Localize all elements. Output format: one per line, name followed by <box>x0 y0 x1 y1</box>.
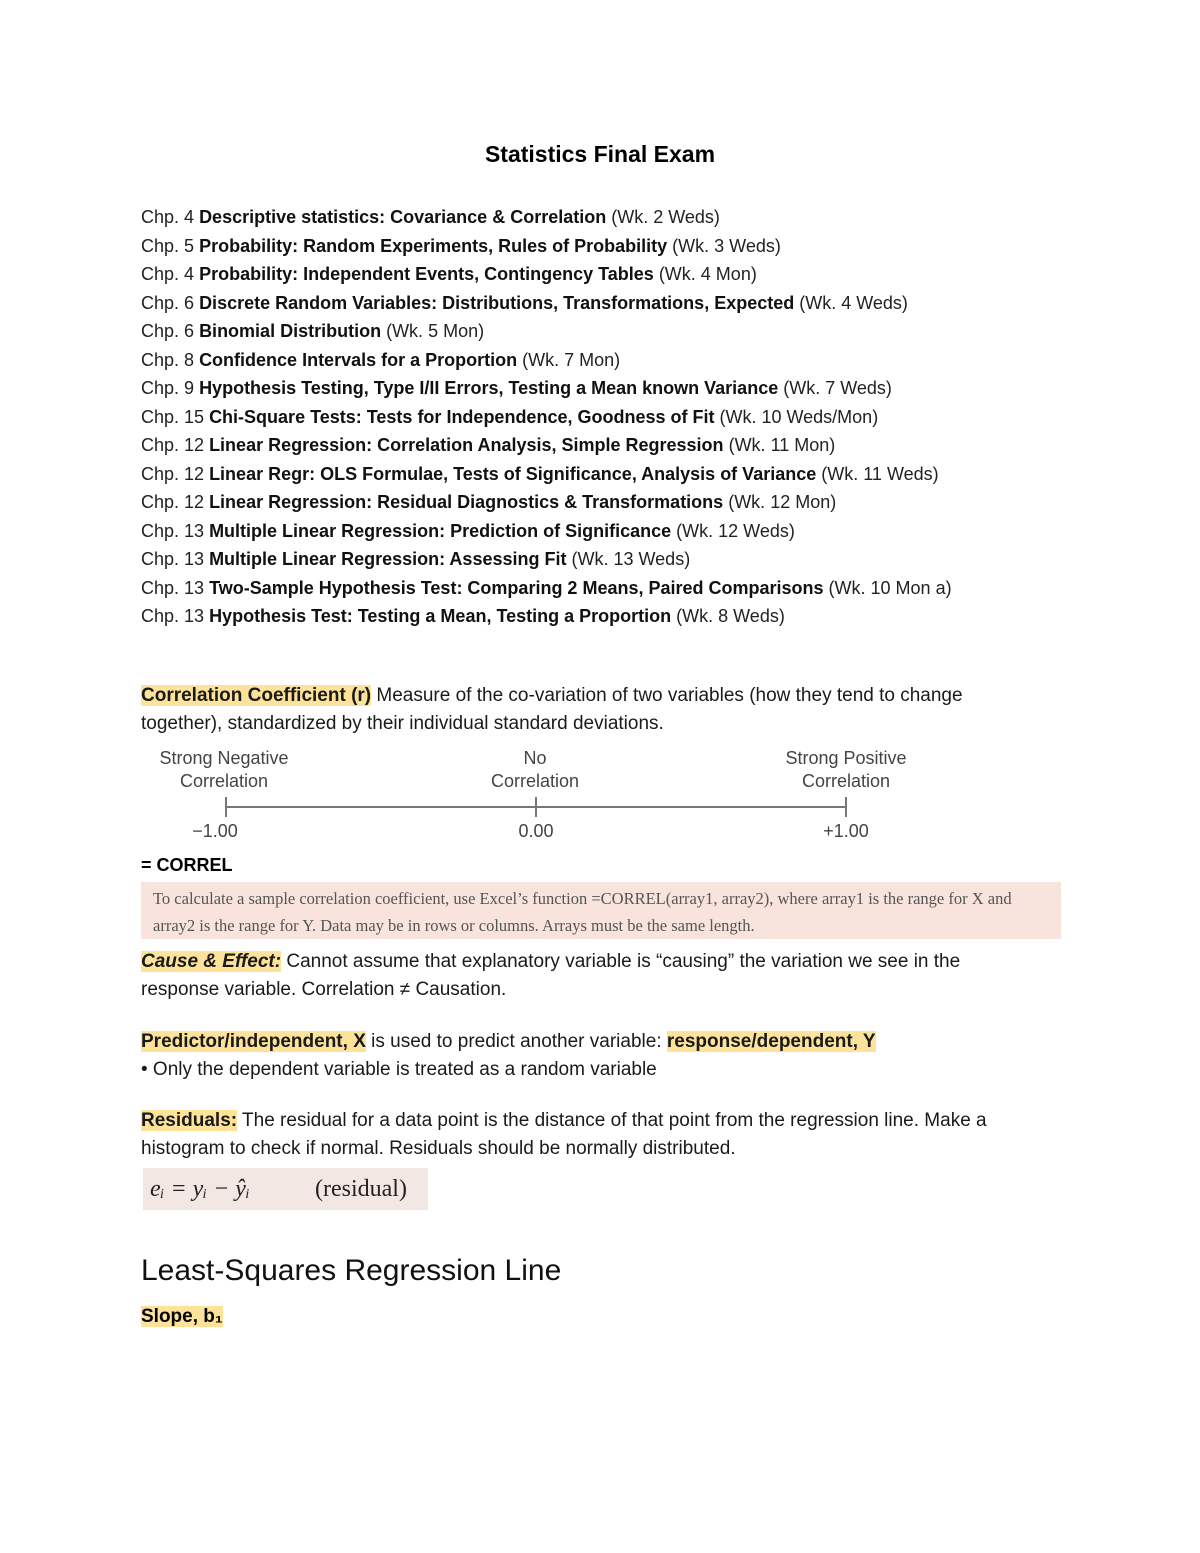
chapter-row <box>141 260 1141 289</box>
chapter-topic: Linear Regr: OLS Formulae, Tests of Significance, Analysis of Variance <box>209 463 817 484</box>
residuals-paragraph <box>141 1107 1041 1163</box>
chapter-topic: Probability: Random Experiments, Rules of Probability <box>199 235 668 256</box>
chapter-number: Chp. 13 <box>141 606 205 626</box>
chapter-number: Chp. 13 <box>141 520 205 541</box>
predictor-text: is used to predict another variable: <box>365 1031 667 1052</box>
chapter-number: Chp. 4 <box>141 207 195 227</box>
chapter-week: (Wk. 13 Weds) <box>571 549 691 569</box>
correlation-definition <box>141 682 1041 738</box>
chapter-week: (Wk. 8 Weds) <box>676 606 785 626</box>
chapter-list <box>141 203 1141 631</box>
chapter-number: Chp. 12 <box>141 492 205 512</box>
chapter-number: Chp. 13 <box>141 577 205 598</box>
chapter-row <box>141 232 1141 261</box>
chapter-week: (Wk. 5 Mon) <box>386 321 485 341</box>
chapter-number: Chp. 12 <box>141 435 205 455</box>
scale-tick <box>225 797 227 817</box>
residual-formula-expression: eᵢ = yᵢ − ŷᵢ <box>150 1176 250 1202</box>
scale-label-negative: Strong Negative Correlation <box>159 748 289 791</box>
correl-label: = CORREL <box>141 855 233 875</box>
chapter-week: (Wk. 11 Mon) <box>728 435 836 455</box>
residual-formula-label: (residual) <box>315 1176 407 1202</box>
chapter-row <box>141 460 1141 489</box>
chapter-number: Chp. 6 <box>141 321 195 341</box>
chapter-row <box>141 574 1141 603</box>
chapter-week: (Wk. 11 Weds) <box>821 463 939 484</box>
predictor-term: Predictor/independent, X <box>141 1031 366 1052</box>
chapter-number: Chp. 12 <box>141 463 205 484</box>
chapter-week: (Wk. 4 Mon) <box>658 264 757 284</box>
chapter-row <box>141 203 1141 232</box>
cause-effect-text: Cannot assume that explanatory variable is “causing” the variation we see in the response variable. Correlation ≠ Causation. <box>141 951 961 1000</box>
scale-value-negative: −1.00 <box>192 821 238 841</box>
chapter-row <box>141 602 1141 631</box>
chapter-row <box>141 403 1141 432</box>
section-heading: Least-Squares Regression Line <box>141 1254 562 1287</box>
chapter-number: Chp. 8 <box>141 349 195 370</box>
scale-value-positive: +1.00 <box>823 821 869 841</box>
correl-note: To calculate a sample correlation coefficient, use Excel’s function =CORREL(array1, array2), where array1 is the range for X and array2 is the range for Y. Data may be in rows or columns. Arrays must be the same length. <box>141 882 1061 939</box>
chapter-row <box>141 517 1141 546</box>
scale-value-zero: 0.00 <box>518 821 554 841</box>
residuals-text: The residual for a data point is the distance of that point from the regression line. Make a histogram to check if normal. Residuals should be normally distributed. <box>141 1110 987 1159</box>
response-term: response/dependent, Y <box>666 1031 876 1052</box>
chapter-topic: Confidence Intervals for a Proportion <box>199 349 518 370</box>
chapter-row <box>141 488 1141 517</box>
chapter-week: (Wk. 2 Weds) <box>611 207 720 227</box>
chapter-number: Chp. 5 <box>141 235 195 256</box>
chapter-topic: Descriptive statistics: Covariance & Correlation <box>199 207 607 227</box>
chapter-week: (Wk. 7 Mon) <box>522 349 621 370</box>
chapter-row <box>141 431 1141 460</box>
chapter-row <box>141 346 1141 375</box>
page-title: Statistics Final Exam <box>484 141 716 167</box>
scale-tick <box>535 797 537 817</box>
correlation-scale <box>140 745 940 845</box>
chapter-week: (Wk. 12 Mon) <box>728 492 837 512</box>
cause-effect-term: Cause & Effect: <box>141 951 282 972</box>
chapter-row <box>141 545 1141 574</box>
chapter-number: Chp. 6 <box>141 292 195 313</box>
predictor-bullet: • Only the dependent variable is treated as a random variable <box>141 1059 657 1080</box>
chapter-row <box>141 317 1141 346</box>
slope-label: Slope, b₁ <box>141 1306 223 1327</box>
scale-label-positive: Strong Positive Correlation <box>785 748 907 791</box>
correlation-term: Correlation Coefficient (r) <box>141 685 372 706</box>
correlation-text: Measure of the co-variation of two variables (how they tend to change together), standardized by their individual standard deviations. <box>141 685 963 734</box>
chapter-row <box>141 289 1141 318</box>
chapter-week: (Wk. 12 Weds) <box>676 520 795 541</box>
chapter-topic: Linear Regression: Residual Diagnostics & Transformations <box>209 492 724 512</box>
chapter-topic: Multiple Linear Regression: Prediction of Significance <box>209 520 672 541</box>
residuals-term: Residuals: <box>141 1110 238 1131</box>
chapter-topic: Binomial Distribution <box>199 321 382 341</box>
chapter-week: (Wk. 3 Weds) <box>672 235 781 256</box>
chapter-number: Chp. 4 <box>141 264 195 284</box>
scale-label-none: No Correlation <box>490 748 580 791</box>
chapter-topic: Linear Regression: Correlation Analysis, Simple Regression <box>209 435 724 455</box>
chapter-week: (Wk. 4 Weds) <box>799 292 908 313</box>
predictor-paragraph <box>141 1028 1041 1084</box>
scale-tick <box>845 797 847 817</box>
chapter-number: Chp. 9 <box>141 378 195 398</box>
residual-formula <box>143 1168 428 1210</box>
chapter-topic: Hypothesis Test: Testing a Mean, Testing a Proportion <box>209 606 672 626</box>
chapter-topic: Chi-Square Tests: Tests for Independence, Goodness of Fit <box>209 406 715 427</box>
chapter-row <box>141 374 1141 403</box>
chapter-week: (Wk. 10 Mon a) <box>828 577 952 598</box>
chapter-topic: Two-Sample Hypothesis Test: Comparing 2 Means, Paired Comparisons <box>209 577 824 598</box>
chapter-topic: Multiple Linear Regression: Assessing Fit <box>209 549 567 569</box>
chapter-number: Chp. 13 <box>141 549 205 569</box>
chapter-week: (Wk. 10 Weds/Mon) <box>719 406 879 427</box>
chapter-number: Chp. 15 <box>141 406 205 427</box>
chapter-topic: Discrete Random Variables: Distributions, Transformations, Expected <box>199 292 795 313</box>
chapter-week: (Wk. 7 Weds) <box>783 378 892 398</box>
chapter-topic: Probability: Independent Events, Contingency Tables <box>199 264 654 284</box>
cause-effect-paragraph <box>141 948 1041 1004</box>
chapter-topic: Hypothesis Testing, Type I/II Errors, Testing a Mean known Variance <box>199 378 779 398</box>
